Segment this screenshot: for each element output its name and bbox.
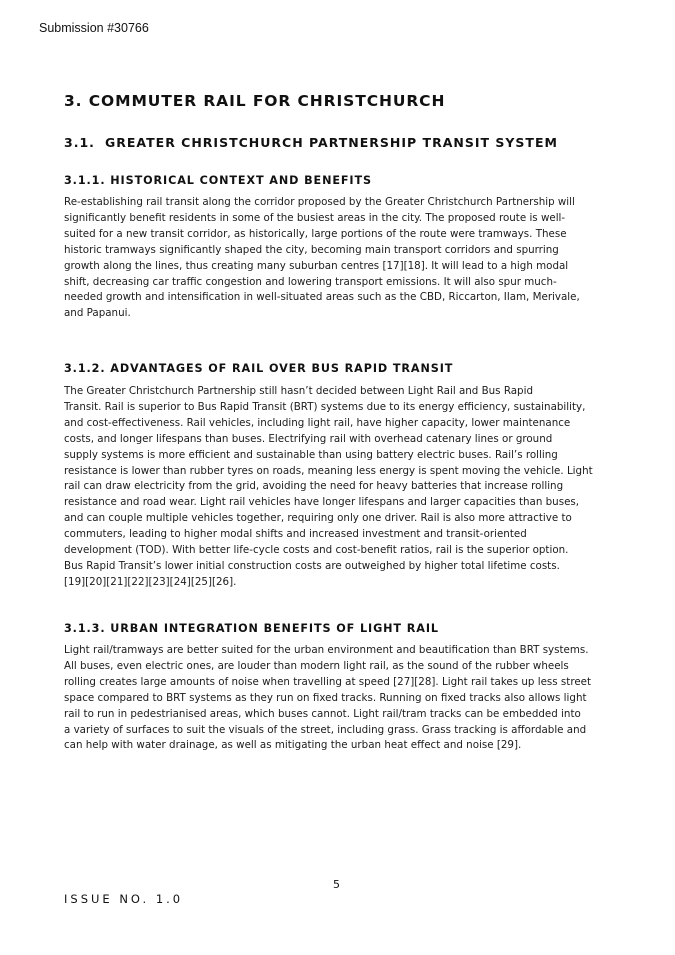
heading-historical-context: 3.1.1. HISTORICAL CONTEXT AND BENEFITS	[64, 174, 372, 187]
paragraph-line: commuters, leading to higher modal shifts and increased investment and transit-oriented	[64, 528, 527, 541]
heading-rail-vs-brt: 3.1.2. ADVANTAGES OF RAIL OVER BUS RAPID TRANSIT	[64, 362, 454, 375]
paragraph-line: development (TOD). With better life-cycle costs and cost-benefit ratios, rail is the superior option.	[64, 544, 569, 557]
paragraph-line: and cost-effectiveness. Rail vehicles, including light rail, have higher capacity, lower maintenance	[64, 416, 571, 429]
heading-urban-integration: 3.1.3. URBAN INTEGRATION BENEFITS OF LIGHT RAIL	[64, 622, 439, 635]
paragraph-line: rail to run in pedestrianised areas, which buses cannot. Light rail/tram tracks can be embedded into	[64, 707, 581, 720]
paragraph-line: space compared to BRT systems as they run on fixed tracks. Running on fixed tracks also allows light	[64, 691, 587, 704]
paragraph-line: The Greater Christchurch Partnership still hasn’t decided between Light Rail and Bus Rapid	[64, 385, 533, 397]
subsection-title-text: GREATER CHRISTCHURCH PARTNERSHIP TRANSIT SYSTEM	[105, 135, 558, 150]
paragraph-line: and Papanui.	[64, 307, 131, 320]
paragraph-line: shift, decreasing car traffic congestion and lowering transport emissions. It will also spur much-	[64, 275, 557, 288]
paragraph-line: rail can draw electricity from the grid, avoiding the need for heavy batteries that increase rolling	[64, 480, 564, 493]
paragraph-line: historic tramways significantly shaped the city, becoming main transport corridors and spurring	[64, 243, 559, 256]
paragraph-line: growth along the lines, thus creating many suburban centres [17][18]. It will lead to a high modal	[64, 259, 569, 272]
paragraph-line: costs, and longer lifespans than buses. Electrifying rail with overhead catenary lines or ground	[64, 432, 553, 445]
subsection-number: 3.1.	[64, 135, 95, 150]
issue-number: ISSUE NO. 1.0	[64, 892, 184, 906]
paragraph-rail-vs-brt	[64, 384, 616, 591]
paragraph-line: suited for a new transit corridor, as historically, large portions of the route were tramways. These	[64, 227, 567, 240]
paragraph-line: needed growth and intensification in well-situated areas such as the CBD, Riccarton, Ilam, Merivale,	[64, 291, 580, 304]
paragraph-line: Bus Rapid Transit’s lower initial construction costs are outweighed by higher total lifetime costs.	[64, 559, 560, 572]
paragraph-line: supply systems is more efficient and sustainable than using battery electric buses. Rail’s rolling	[64, 448, 558, 461]
paragraph-line: All buses, even electric ones, are louder than modern light rail, as the sound of the rubber wheels	[64, 659, 569, 672]
paragraph-urban-integration	[64, 643, 616, 754]
paragraph-line: a variety of surfaces to suit the visuals of the street, including grass. Grass tracking is affordable and	[64, 723, 587, 736]
paragraph-line: significantly benefit residents in some of the busiest areas in the city. The proposed route is well-	[64, 211, 566, 224]
paragraph-line: and can couple multiple vehicles together, requiring only one driver. Rail is also more attractive to	[64, 512, 572, 525]
paragraph-historical-context	[64, 195, 616, 322]
page-number: 5	[333, 878, 340, 891]
submission-number: Submission #30766	[39, 21, 149, 35]
paragraph-line: [19][20][21][22][23][24][25][26].	[64, 575, 237, 588]
paragraph-line: Light rail/tramways are better suited for the urban environment and beautification than BRT systems.	[64, 644, 589, 656]
paragraph-line: can help with water drainage, as well as mitigating the urban heat effect and noise [29].	[64, 739, 522, 752]
paragraph-line: rolling creates large amounts of noise when travelling at speed [27][28]. Light rail takes up less street	[64, 675, 592, 688]
section-title: 3. COMMUTER RAIL FOR CHRISTCHURCH	[64, 92, 446, 110]
paragraph-line: Re-establishing rail transit along the corridor proposed by the Greater Christchurch Partnership will	[64, 196, 575, 208]
paragraph-line: resistance and road wear. Light rail vehicles have longer lifespans and larger capacities than buses,	[64, 496, 580, 509]
subsection-title	[64, 135, 558, 150]
paragraph-line: resistance is lower than rubber tyres on roads, meaning less energy is spent moving the vehicle. Light	[64, 464, 593, 477]
paragraph-line: Transit. Rail is superior to Bus Rapid Transit (BRT) systems due to its energy efficiency, sustainability,	[64, 400, 586, 413]
